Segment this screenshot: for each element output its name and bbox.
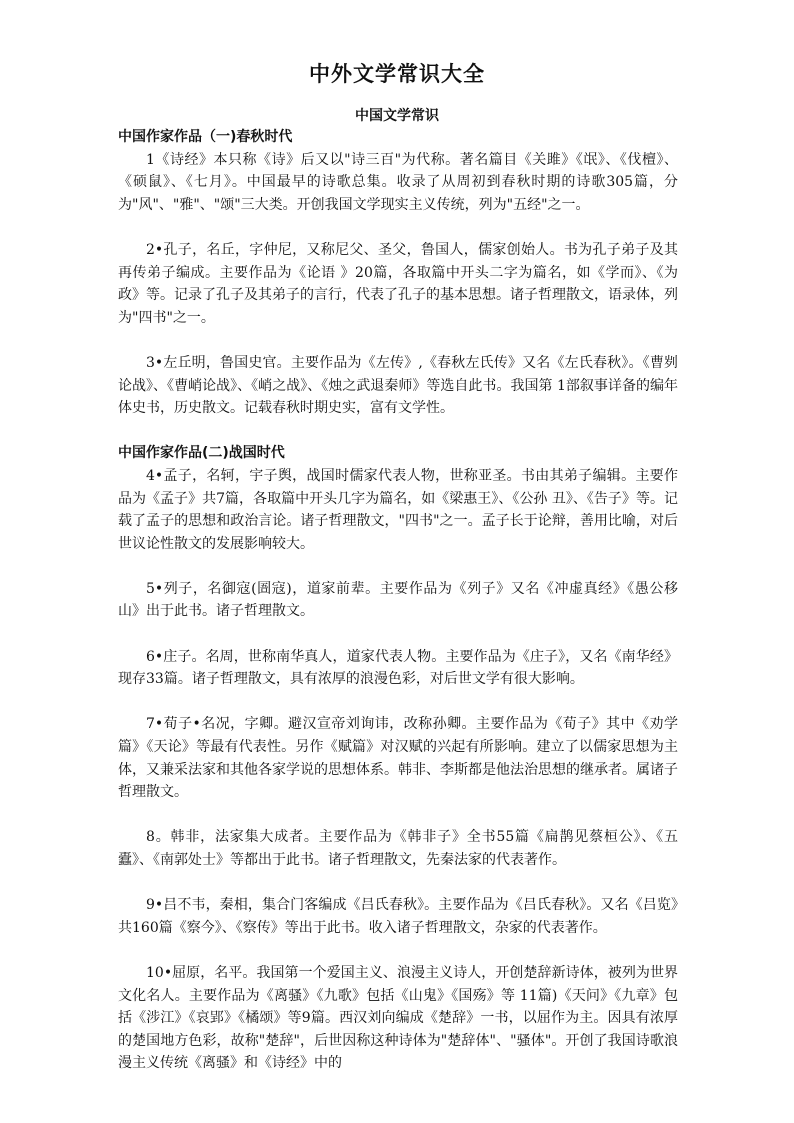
- section-heading-spring-autumn: 中国作家作品（一)春秋时代: [118, 129, 293, 145]
- entry-hanfei: 8。韩非，法家集大成者。主要作品为《韩非子》全书55篇《扁鹊见蔡桓公》、《五蠹》、《南郭处士》等都出于此书。诸子哲理散文，先秦法家的代表著作。: [118, 829, 678, 868]
- entry-zhuangzi: 6•庄子。名周，世称南华真人，道家代表人物。主要作品为《庄子》，又名《南华经》现存33篇。诸子哲理散文，具有浓厚的浪漫色彩，对后世文学有很大影响。: [118, 648, 678, 688]
- document-body: [118, 126, 678, 1075]
- entry-lu-buwei: 9•吕不韦，秦相，集合门客编成《吕氏春秋》。主要作品为《吕氏春秋》。又名《吕览》共160篇《察今》、《察传》等出于此书。收入诸子哲理散文，杂家的代表著作。: [118, 897, 678, 936]
- entry-mencius: 4•孟子，名轲，宇子舆，战国时儒家代表人物，世称亚圣。书由其弟子编辑。主要作品为《孟子》共7篇，各取篇中开头几字为篇名，如《梁惠王》、《公孙 丑》、《告子》等。记载了孟子的思想和政治言论。诸子哲理散文，"四书"之一。孟子长于论辩，善用比喻，对后世议论性散文的发展影响较大。: [118, 467, 678, 552]
- document-subtitle: 中国文学常识: [355, 108, 439, 124]
- entry-xunzi: 7•荀子•名况，字卿。避汉宣帝刘询讳，改称孙卿。主要作品为《荀子》其中《劝学篇》《天论》等最有代表性。另作《赋篇》对汉赋的兴起有所影响。建立了以儒家思想为主体，又兼采法家和其他各家学说的思想体系。韩非、李斯都是他法治思想的继承者。属诸子哲理散文。: [118, 716, 678, 801]
- entry-liezi: 5•列子，名御寇(圄寇)，道家前辈。主要作品为《列子》又名《冲虚真经》《愚公移山》出于此书。诸子哲理散文。: [118, 580, 678, 620]
- section-heading-warring-states: 中国作家作品(二)战国时代: [118, 445, 285, 462]
- entry-shijing: 1《诗经》本只称《诗》后又以"诗三百"为代称。著名篇目《关雎》《氓》、《伐檀》、《硕鼠》、《七月》。中国最早的诗歌总集。收录了从周初到春秋时期的诗歌305篇，分为"风"、"雅"、"颂"三大类。开创我国文学现实主义传统，列为"五经"之一。: [118, 151, 678, 213]
- entry-qu-yuan: 10•屈原，名平。我国第一个爱国主义、浪漫主义诗人，开创楚辞新诗体，被列为世界文化名人。主要作品为《离骚》《九歌》包括《山鬼》《国殇》等 11篇)《天问》《九章》包括《涉江》《哀郢》《橘颂》等9篇。西汉刘向编成《楚辞》一书，以屈作为主。因具有浓厚的楚国地方色彩，故称"楚辞"，后世因称这种诗体为"楚辞体"、"骚体"。开创了我国诗歌浪漫主义传统《离骚》和《诗经》中的: [118, 964, 678, 1072]
- entry-zuo-qiuming: 3•左丘明，鲁国史官。主要作品为《左传》,《春秋左氏传》又名《左氏春秋》。《曹刿论战》、《曹峭论战》、《峭之战》、《烛之武退秦师》等选自此书。我国第 1部叙事详备的编年体史书，历史散文。记载春秋时期史实，富有文学性。: [118, 354, 678, 417]
- entry-confucius: 2•孔子，名丘，字仲尼，又称尼父、圣父，鲁国人，儒家创始人。书为孔子弟子及其再传弟子编成。主要作品为《论语 》20篇，各取篇中开头二字为篇名，如《学而》、《为政》等。记录了孔子及其弟子的言行，代表了孔子的基本思想。诸子哲理散文，语录体，列为"四书"之一。: [118, 241, 678, 326]
- document-title: 中外文学常识大全: [309, 62, 485, 86]
